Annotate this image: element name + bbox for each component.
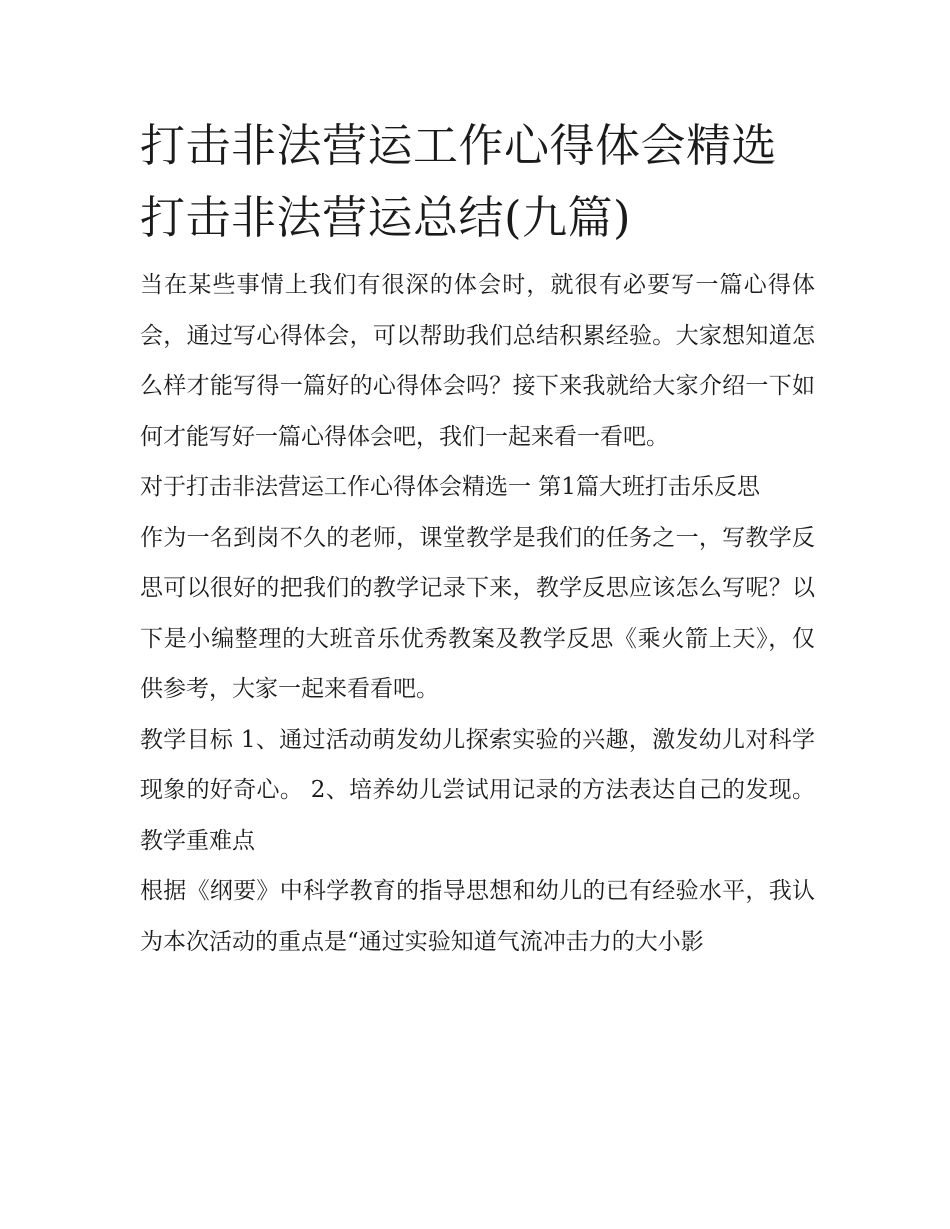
paragraph-section-heading: 对于打击非法营运工作心得体会精选一 第1篇大班打击乐反思 bbox=[140, 474, 760, 500]
paragraph-teacher-reflection: 作为一名到岗不久的老师，课堂教学是我们的任务之一，写教学反思可以很好的把我们的教学记录下来，教学反思应该怎么写呢？以下是小编整理的大班音乐优秀教案及教学反思《乘火箭上天》，仅供参考，大家一起来看看吧。 bbox=[140, 524, 815, 702]
paragraph-intro: 当在某些事情上我们有很深的体会时，就很有必要写一篇心得体会，通过写心得体会，可以帮助我们总结积累经验。大家想知道怎么样才能写得一篇好的心得体会吗？接下来我就给大家介绍一下如何才能写好一篇心得体会吧，我们一起来看一看吧。 bbox=[140, 272, 815, 450]
document-title: 打击非法营运工作心得体会精选 打击非法营运总结(九篇) bbox=[140, 119, 778, 244]
paragraph-teaching-goals: 教学目标 1、通过活动萌发幼儿探索实验的兴趣，激发幼儿对科学现象的好奇心。 2、培养幼儿尝试用记录的方法表达自己的发现。 教学重难点 bbox=[140, 726, 815, 854]
document-page bbox=[140, 110, 815, 967]
paragraph-key-points: 根据《纲要》中科学教育的指导思想和幼儿的已有经验水平，我认为本次活动的重点是“通过实验知道气流冲击力的大小影 bbox=[140, 878, 815, 955]
